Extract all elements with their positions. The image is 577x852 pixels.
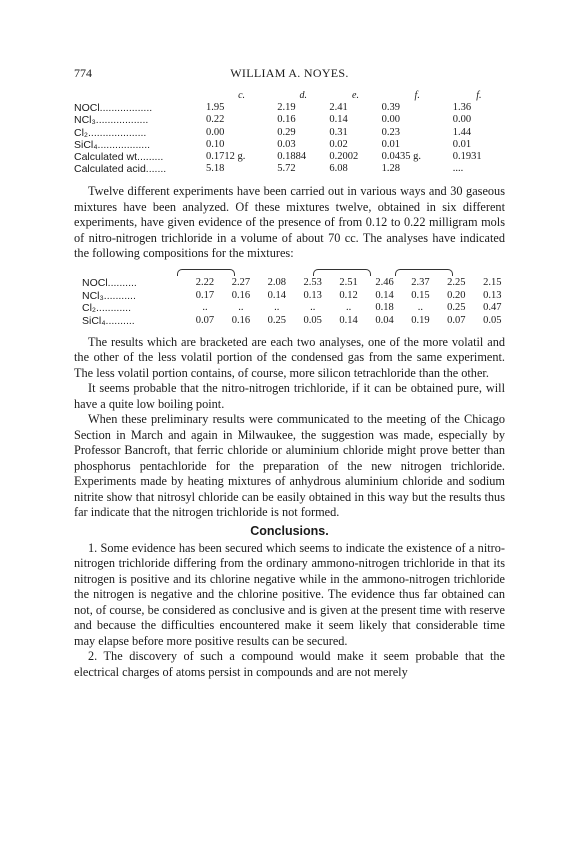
paragraph: When these preliminary results were communicated to the meeting of the Chicago Section in March and again in Milwaukee, the suggestion was made, especially by Professor Bancroft, that ferric chloride or aluminium chloride might prove better than phosphorus pentachloride for the preparation of the new nitrogen trichloride. Experiments made by heating mixtures of anhydrous aluminium chloride and sodium nitrite show that nitrosyl chloride can be easily obtained in this way but the results thus far indicate that the nitrogen trichloride is not formed. — [74, 412, 505, 520]
conclusion-item: 1. Some evidence has been secured which seems to indicate the existence of a nitro-nitrogen trichloride differing from the ordinary ammono-nitrogen trichloride in that its nitrogen is positive and its chlorine negative while in the ammono-nitrogen trichloride the nitrogen is negative and the chlorine positive. The evidence thus far obtained can not, of course, be considered as conclusive and is given at the present time with reserve and because the difficulties encountered make it seem likely that considerable time may elapse before more positive results can be secured. — [74, 540, 505, 648]
table-cell: 1.36 — [452, 102, 472, 114]
table-row — [74, 277, 505, 290]
table-cell: 0.14 — [339, 314, 358, 326]
table-cell: 2.19 — [277, 102, 296, 114]
table-row — [74, 102, 505, 114]
table-cell: 2.27 — [231, 276, 251, 288]
table-cell: 0.01 — [452, 138, 472, 150]
page — [74, 66, 505, 680]
table-cell: 0.05 — [303, 314, 322, 326]
section-heading: Conclusions. — [250, 523, 329, 538]
table-row — [74, 315, 505, 328]
table-cell: .. — [238, 302, 244, 314]
table-cell: 0.1931 — [452, 151, 482, 163]
table-cell: 0.14 — [375, 289, 394, 301]
conclusion-item: 2. The discovery of such a compound would make it seem probable that the electrical charges of atoms persist in compounds and are not merely — [74, 649, 505, 679]
table-cell: 0.16 — [277, 114, 296, 126]
paragraph: It seems probable that the nitro-nitrogen trichloride, if it can be obtained pure, will have a quite low boiling point. — [74, 381, 505, 411]
table-cell: 0.10 — [206, 138, 225, 150]
table-cell: 0.00 — [452, 114, 472, 126]
table-cell: 0.1884 — [277, 151, 307, 163]
table-cell: 0.12 — [339, 289, 358, 301]
table-cell: 2.15 — [483, 276, 502, 288]
bracket — [177, 269, 235, 276]
column-header: f. — [476, 90, 482, 101]
table-cell: 0.16 — [231, 314, 251, 326]
paragraph: The results which are bracketed are each two analyses, one of the more volatil and the other of the less volatil portion of the condensed gas from the same experiment. The less volatil portion contains, of course, more silicon tetrachloride than the other. — [74, 334, 505, 380]
table-cell: 0.25 — [267, 314, 286, 326]
row-label: NCl₃........... — [82, 289, 136, 302]
table-row — [74, 114, 505, 126]
table-row — [74, 163, 505, 175]
table-cell: 2.25 — [447, 276, 466, 288]
paragraph: Twelve different experiments have been carried out in various ways and 30 gaseous mixtures have been analyzed. Of these mixtures twelve, obtained in six different experiments, have given evidence of the presence of from 0.12 to 0.22 milligram mols of nitro-nitrogen trichloride in a volume of about 70 cc. The analyses have indicated the following compositions for the mixtures: — [74, 184, 505, 261]
running-author: WILLIAM A. NOYES. — [230, 66, 349, 80]
analysis-table-2-body — [74, 277, 505, 327]
table-header-row — [74, 90, 505, 102]
table-cell: 0.14 — [329, 114, 348, 126]
row-label: Cl₂............ — [82, 302, 131, 315]
table-cell: 0.25 — [447, 302, 466, 314]
table-cell: .. — [417, 302, 424, 314]
bracket — [395, 269, 453, 276]
column-header: e. — [352, 90, 359, 101]
table-row — [74, 302, 505, 315]
table-row — [74, 290, 505, 303]
table-row — [74, 151, 505, 163]
table-cell: 6.08 — [329, 163, 348, 175]
table-row — [74, 127, 505, 139]
table-cell: 1.95 — [206, 102, 225, 114]
analysis-table-2 — [74, 269, 505, 331]
table-cell: 2.51 — [339, 276, 358, 288]
table-cell: 0.19 — [411, 314, 430, 326]
table-cell: 0.17 — [195, 289, 215, 301]
table-cell: 0.15 — [411, 289, 430, 301]
table-cell: 0.03 — [277, 138, 296, 150]
table-cell: 2.22 — [195, 276, 215, 288]
row-label: NOCl.......... — [82, 276, 137, 289]
table-cell: .... — [452, 163, 464, 175]
table-cell: 0.18 — [375, 302, 394, 314]
table-cell: .. — [310, 302, 316, 314]
table-cell: 2.41 — [329, 102, 348, 114]
table-cell: 0.01 — [381, 138, 400, 150]
table-cell: .. — [202, 302, 208, 314]
table-cell: 0.23 — [381, 126, 400, 138]
table-cell: 0.00 — [381, 114, 400, 126]
table-cell: .. — [274, 302, 280, 314]
table-cell: 1.28 — [381, 163, 400, 175]
table-cell: 0.13 — [303, 289, 322, 301]
table-cell: 1.44 — [452, 126, 472, 138]
row-label: Calculated acid....... — [74, 163, 167, 176]
table-cell: 2.53 — [303, 276, 322, 288]
table-cell: 2.37 — [411, 276, 430, 288]
column-header: d. — [299, 90, 308, 101]
table-cell: 0.0435 g. — [381, 151, 421, 163]
row-label: Cl₂.................... — [74, 126, 147, 139]
row-label: Calculated wt......... — [74, 151, 164, 164]
table-row — [74, 139, 505, 151]
table-cell: 0.16 — [231, 289, 251, 301]
table-cell: 0.13 — [483, 289, 502, 301]
analysis-table-1 — [74, 90, 505, 175]
table-cell: 5.18 — [206, 163, 225, 175]
table-cell: .. — [345, 302, 352, 314]
table-cell: 0.05 — [483, 314, 502, 326]
row-label: NOCl.................. — [74, 102, 153, 115]
table-cell: 0.31 — [329, 126, 348, 138]
row-label: NCl₃.................. — [74, 114, 149, 127]
table-cell: 0.39 — [381, 102, 400, 114]
row-label: SiCl₄.................. — [74, 138, 151, 151]
page-number: 774 — [74, 66, 92, 80]
running-header — [74, 66, 505, 82]
table-cell: 2.46 — [375, 276, 394, 288]
table-cell: 2.08 — [267, 276, 286, 288]
table-cell: 0.14 — [267, 289, 286, 301]
column-header: c. — [238, 90, 246, 101]
table-cell: 0.07 — [195, 314, 215, 326]
table-cell: 0.00 — [206, 126, 225, 138]
table-cell: 0.22 — [206, 114, 225, 126]
table-cell: 0.02 — [329, 138, 348, 150]
table-cell: 0.2002 — [329, 151, 359, 163]
table-cell: 0.20 — [447, 289, 466, 301]
table-cell: 0.47 — [483, 302, 502, 314]
table-cell: 0.04 — [375, 314, 394, 326]
table-cell: 0.1712 g. — [206, 151, 246, 163]
table-cell: 0.07 — [447, 314, 466, 326]
column-header: f. — [414, 90, 420, 101]
table-cell: 5.72 — [277, 163, 296, 175]
bracket — [313, 269, 371, 276]
row-label: SiCl₄.......... — [82, 314, 135, 327]
table-cell: 0.29 — [277, 126, 296, 138]
